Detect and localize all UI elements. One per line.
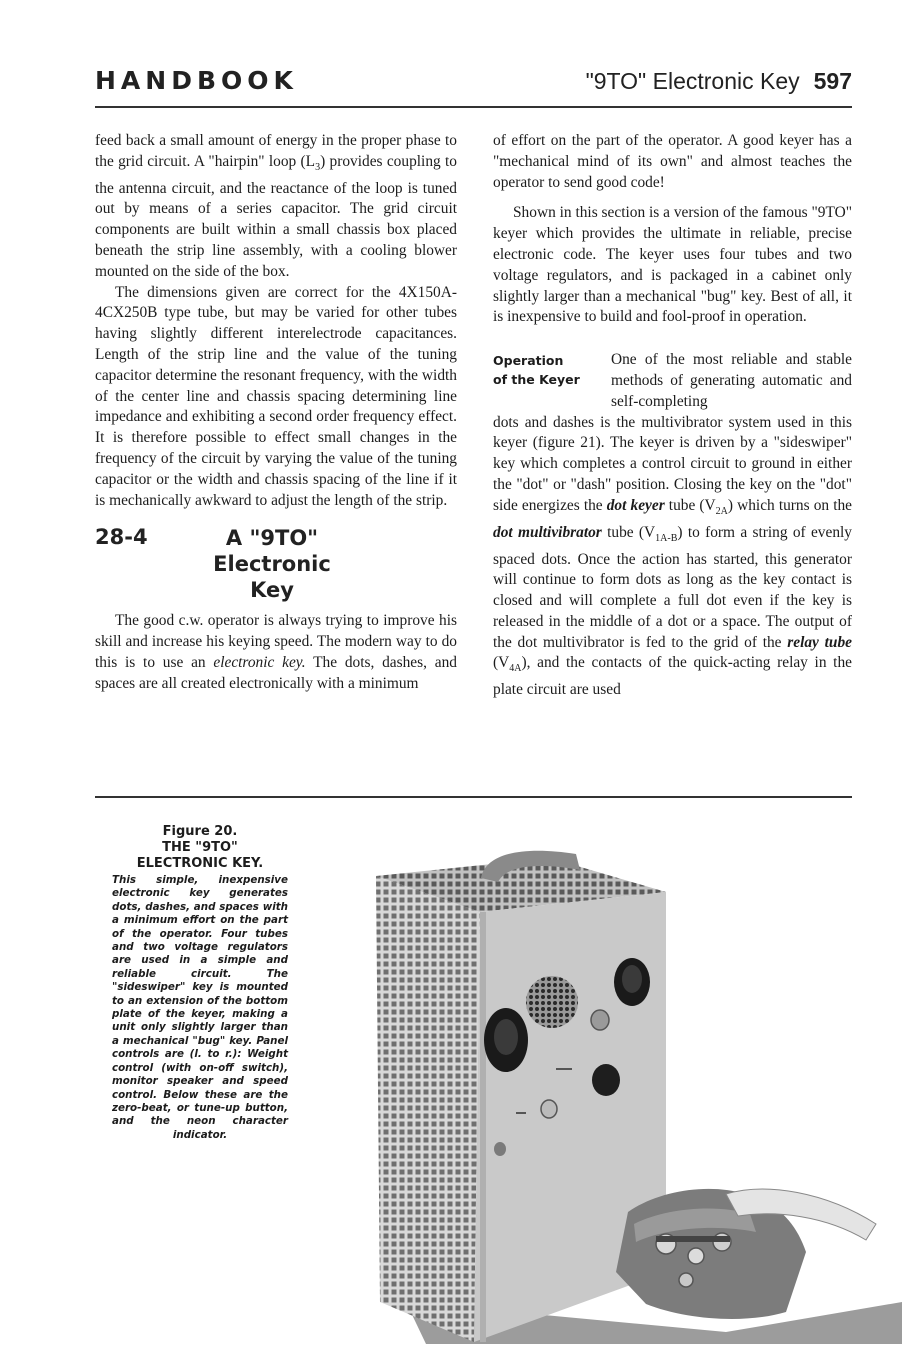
figure-title-line-2: ELECTRONIC KEY.: [136, 856, 264, 871]
paragraph-operation: dots and dashes is the multivibrator system used in this keyer (figure 21). The keyer is driven by a "sideswiper" key which completes a control circuit to ground in either the "dot" or "dash" position. Closing the key on the "dot" side energizes the dot keyer tube $(V_{2A})$ which turns on the dot multivibrator tube $(V_{1A-B})$ to form a string of evenly spaced dots. Once the action has started, this generator will continue to form dots as long as the key contact is closed and will complete a full dot even if the key is released in the middle of a dot or a space. The output of the dot multivibrator is fed to the grid of the relay tube $(V_{4A})$, and the contacts of the quick-acting relay in the plate circuit are used: [493, 413, 852, 699]
section-number: 28-4: [95, 525, 148, 550]
right-column: [493, 131, 852, 701]
chapter-title: "9TO" Electronic Key: [585, 68, 800, 94]
paragraph-dimensions: The dimensions given are correct for the 4X150A-4CX250B type tube, but may be varied for other tubes having slightly different interelectrode capacitances. Length of the strip line and the value of the tuning capacitor determine the resonant frequency, with the width of the center line and chassis spacing determining line impedance and exhibiting a second order frequency effect. It is therefore possible to effect small changes in the frequency of the circuit by varying the value of the tuning capacitor or the width and chassis spacing of the line if it is mechanically awkward to adjust the length of the strip.: [95, 283, 457, 509]
paragraph-intro-keyer: The good c.w. operator is always trying to improve his skill and increase his keying speed. The modern way to do this is to use an electronic key. The dots, dashes, and spaces are all created electronically with a minimum: [95, 612, 457, 692]
section-title: A "9TO" Electronic Key: [213, 526, 331, 603]
paragraph-continuation: of effort on the part of the operator. A good keyer has a "mechanical mind of its own" and almost teaches the operator to send good code!: [493, 132, 852, 191]
section-heading: [95, 525, 457, 603]
keyer-photo-illustration: [366, 832, 902, 1344]
subsection-operation: [493, 350, 852, 412]
figure-title-line-1: THE "9TO": [162, 840, 238, 855]
page-header-right: [586, 68, 852, 95]
paragraph-9to-description: Shown in this section is a version of the famous "9TO" keyer which provides the ultimate in reliable, precise electronic code. The keyer uses four tubes and two voltage regulators, and is packaged in a cabinet only slightly larger than a mechanical "bug" key. Best of all, it is inexpensive to build and fool-proof in operation.: [493, 204, 852, 326]
page-number: 597: [813, 68, 852, 94]
running-head: HANDBOOK: [95, 66, 298, 95]
left-column: [95, 131, 457, 695]
keyer-photograph: [366, 832, 902, 1344]
paragraph-strip-line-coupling: feed back a small amount of energy in the proper phase to the grid circuit. A "hairpin" loop $(L_3)$ provides coupling to the antenna circuit, and the reactance of the loop is tuned out by means of a series capacitor. The grid circuit components are built within a small chassis box placed beneath the strip line assembly, with a cooling blower mounted on the side of the box.: [95, 132, 457, 280]
figure-caption-body: This simple, inexpensive electronic key generates dots, dashes, and spaces with a minimum effort on the part of the operator. Four tubes and two voltage regulators are used in a simple and reliable circuit. The "sideswiper" key is mounted to an extension of the bottom plate of the keyer, making a unit only slightly larger than a mechanical "bug" key. Panel controls are (l. to r.): Weight control (with on-off switch), monitor speaker and speed control. Below these are the zero-beat, or tune-up button, and the neon character indicator.: [112, 874, 288, 1141]
figure-rule: [95, 796, 852, 798]
side-heading: Operation of the Keyer: [493, 353, 580, 388]
side-heading-lead-text: One of the most reliable and stable methods of generating automatic and self-completing: [611, 351, 852, 410]
figure-label: Figure 20.: [162, 824, 238, 839]
figure-caption: [112, 824, 288, 1142]
header-rule: [95, 106, 852, 108]
